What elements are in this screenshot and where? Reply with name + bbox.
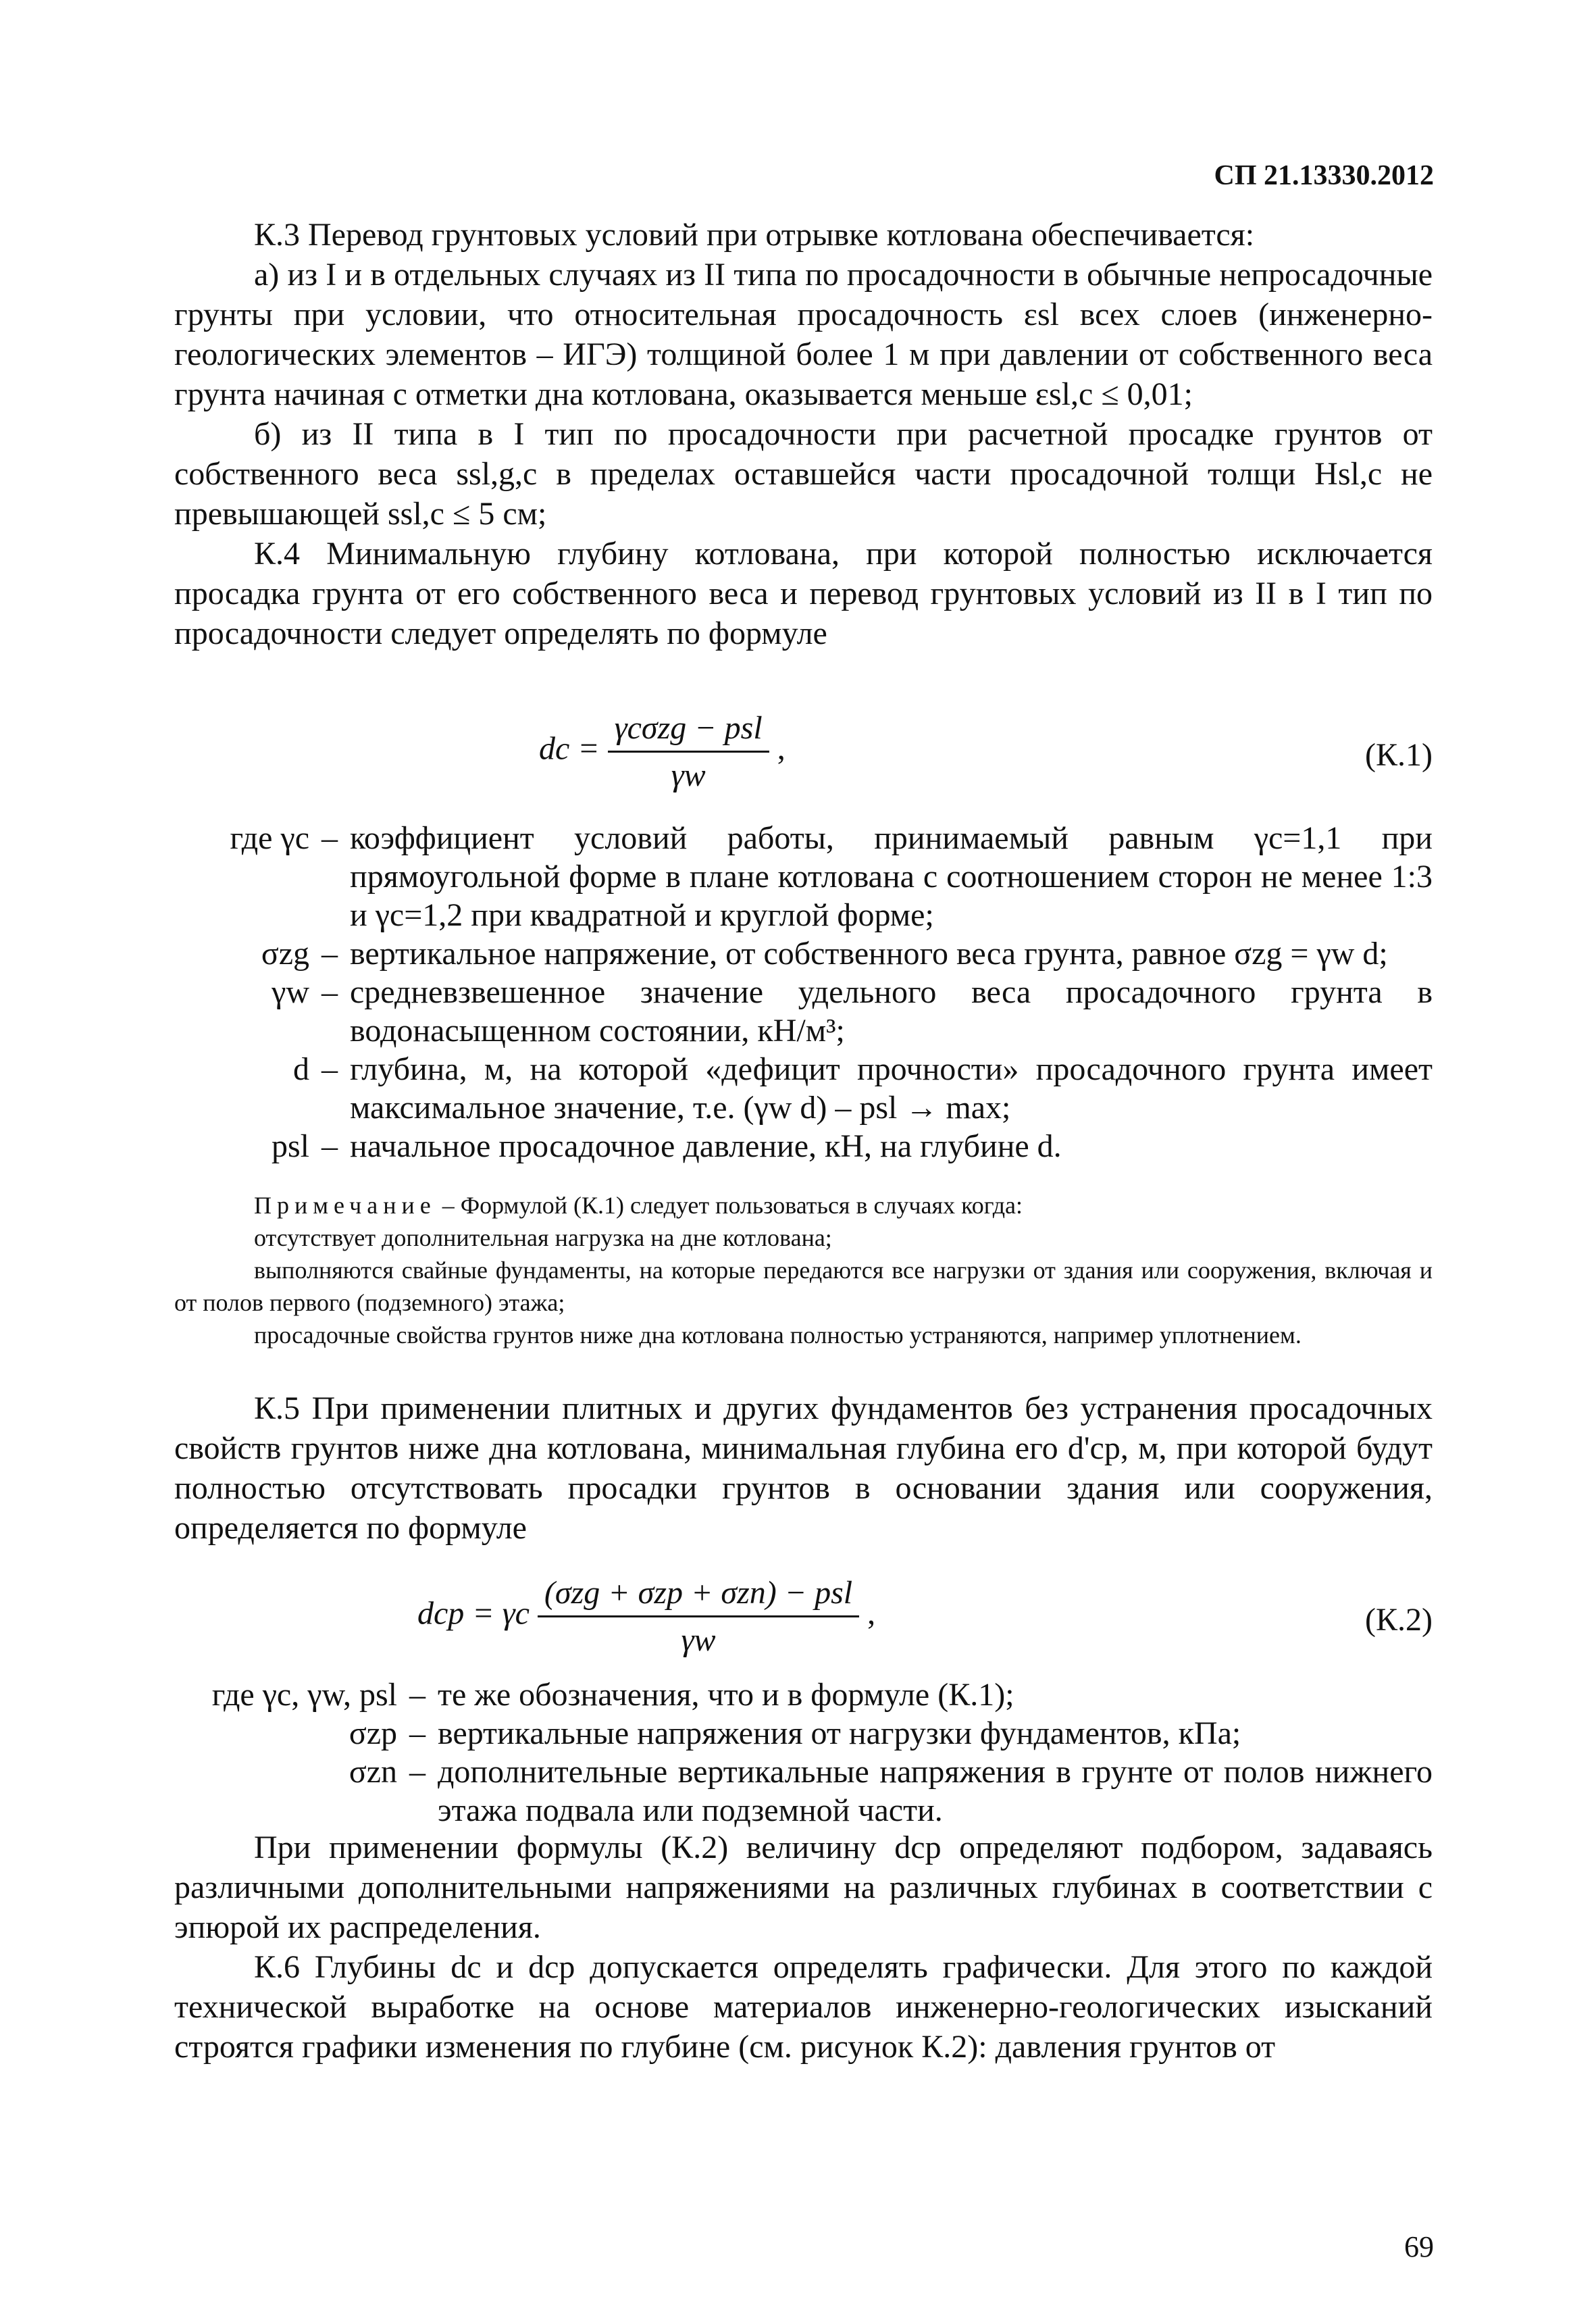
k5-paragraph: К.5 При применении плитных и других фундаментов без устранения просадочных свойств грунтов ниже дна котлована, минимальная глубина его d'cp, м, при которой будут полностью отсутствовать просадки грунтов в основании здания или сооружения, определяется по формуле: [174, 1390, 1433, 1546]
definition-row: σzg – вертикальное напряжение, от собственного веса грунта, равное σzg = γw d;: [174, 934, 1433, 973]
k3-item-b: б) из II типа в I тип по просадочности при расчетной просадке грунтов от собственного веса ssl,g,c в пределах оставшейся части просадочной толщи Hsl,c не превышающей ssl,c ≤ 5 см;: [174, 416, 1433, 532]
page-number: 69: [1404, 2230, 1434, 2263]
definition-row: где γc, γw, psl – те же обозначения, что и в формуле (К.1);: [174, 1676, 1433, 1714]
k3-intro: К.3 Перевод грунтовых условий при отрывке котлована обеспечивается:: [254, 217, 1255, 253]
formula-k1-denominator: γw: [671, 757, 706, 793]
section-k5: [174, 1388, 1433, 1548]
formula-k1-fraction: [608, 709, 769, 794]
k5-after-paragraph: При применении формулы (К.2) величину dcp определяют подбором, задаваясь различными дополнительными напряжениями на различных глубинах в соответствии с эпюрой их распределения.: [174, 1830, 1433, 1945]
note-item: выполняются свайные фундаменты, на которые передаются все нагрузки от здания или сооружения, включая и от полов первого (подземного) этажа;: [174, 1257, 1433, 1316]
definition-text: начальное просадочное давление, кН, на глубине d.: [350, 1128, 1062, 1164]
definition-symbol: σzg: [261, 936, 309, 972]
definition-row: psl – начальное просадочное давление, кН, на глубине d.: [174, 1127, 1433, 1165]
formula-k1-tail: ,: [777, 730, 786, 767]
note-block: [174, 1189, 1433, 1351]
formula-k2-numerator: (σzg + σzp + σzn) − psl: [538, 1574, 859, 1617]
definition-text: коэффициент условий работы, принимаемый равным γc=1,1 при прямоугольной форме в плане котлована с соотношением сторон не менее 1:3 и γc=1,2 при квадратной и круглой форме;: [350, 820, 1433, 933]
k4-paragraph: К.4 Минимальную глубину котлована, при которой полностью исключается просадка грунта от его собственного веса и перевод грунтовых условий из II в I тип по просадочности следует определять по формуле: [174, 536, 1433, 651]
definition-row: γw – средневзвешенное значение удельного веса просадочного грунта в водонасыщенном состоянии, кН/м³;: [174, 973, 1433, 1050]
definitions-k1: [174, 819, 1433, 1165]
formula-k1-numerator: γcσzg − psl: [608, 709, 769, 753]
definition-text: вертикальное напряжение, от собственного веса грунта, равное σzg = γw d;: [350, 936, 1388, 972]
formula-k1: [174, 709, 1433, 797]
definition-row: d – глубина, м, на которой «дефицит прочности» просадочного грунта имеет максимальное значение, т.е. (γw d) – psl → max;: [174, 1050, 1433, 1127]
formula-k1-lhs: dc =: [539, 730, 600, 767]
document-code: СП 21.13330.2012: [1214, 160, 1434, 191]
definition-symbol: σzn: [349, 1754, 397, 1790]
definition-text: средневзвешенное значение удельного веса просадочного грунта в водонасыщенном состоянии, кН/м³;: [350, 974, 1433, 1049]
definition-symbol: где γc: [230, 820, 309, 856]
note-intro: – Формулой (К.1) следует пользоваться в случаях когда:: [436, 1192, 1023, 1219]
section-k3: [174, 215, 1433, 653]
definition-symbol: d: [293, 1051, 309, 1087]
formula-k2-lhs: dcp = γc: [417, 1595, 530, 1632]
definition-symbol: где γc, γw, psl: [211, 1677, 397, 1713]
note-label: Примечание: [254, 1192, 436, 1219]
section-k5-continued: [174, 1828, 1433, 2067]
k3-item-a: а) из I и в отдельных случаях из II типа по просадочности в обычные непросадочные грунты при условии, что относительная просадочность εsl всех слоев (инженерно-геологических элементов – ИГЭ) толщиной более 1 м при давлении от собственного веса грунта начиная с отметки дна котлована, оказывается меньше εsl,c ≤ 0,01;: [174, 257, 1433, 412]
formula-k1-number: (К.1): [1365, 737, 1433, 773]
definition-row: где γc – коэффициент условий работы, принимаемый равным γc=1,1 при прямоугольной форме в плане котлована с соотношением сторон не менее 1:3 и γc=1,2 при квадратной и круглой форме;: [174, 819, 1433, 934]
definitions-k2: [174, 1676, 1433, 1830]
definition-row: σzn – дополнительные вертикальные напряжения в грунте от полов нижнего этажа подвала или подземной части.: [174, 1753, 1433, 1830]
definition-symbol: psl: [271, 1128, 309, 1164]
definition-symbol: σzp: [349, 1715, 397, 1751]
definition-text: те же обозначения, что и в формуле (К.1);: [438, 1677, 1014, 1713]
note-item: отсутствует дополнительная нагрузка на дне котлована;: [254, 1224, 832, 1251]
definition-row: σzp – вертикальные напряжения от нагрузки фундаментов, кПа;: [174, 1714, 1433, 1753]
note-item: просадочные свойства грунтов ниже дна котлована полностью устраняются, например уплотнением.: [254, 1322, 1302, 1349]
definition-text: вертикальные напряжения от нагрузки фундаментов, кПа;: [438, 1715, 1241, 1751]
definition-symbol: γw: [272, 974, 309, 1010]
formula-k2-number: (К.2): [1365, 1602, 1433, 1638]
definition-text: глубина, м, на которой «дефицит прочности» просадочного грунта имеет максимальное значение, т.е. (γw d) – psl → max;: [350, 1051, 1433, 1126]
formula-k2-denominator: γw: [681, 1622, 716, 1658]
formula-k2-tail: ,: [867, 1595, 876, 1632]
k6-paragraph: К.6 Глубины dc и dcp допускается определять графически. Для этого по каждой технической выработке на основе материалов инженерно-геологических изысканий строятся графики изменения по глубине (см. рисунок К.2): давления грунтов от: [174, 1949, 1433, 2065]
definition-text: дополнительные вертикальные напряжения в грунте от полов нижнего этажа подвала или подземной части.: [438, 1754, 1433, 1828]
formula-k2-fraction: [538, 1574, 859, 1659]
formula-k2: [174, 1574, 1433, 1662]
